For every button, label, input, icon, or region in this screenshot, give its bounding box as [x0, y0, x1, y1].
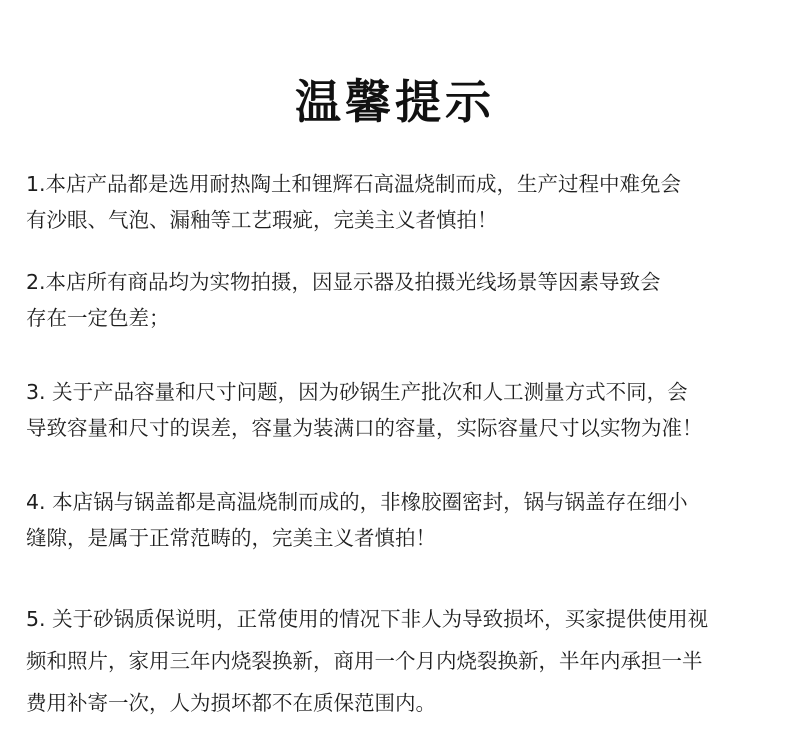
notice-item-2: [26, 264, 776, 336]
notice-line: 3. 关于产品容量和尺寸问题，因为砂锅生产批次和人工测量方式不同，会: [26, 380, 688, 404]
notice-line: 导致容量和尺寸的误差，容量为装满口的容量，实际容量尺寸以实物为准！: [26, 416, 703, 440]
notice-line: 1.本店产品都是选用耐热陶土和锂辉石高温烧制而成，生产过程中难免会: [26, 172, 682, 196]
notice-line: 缝隙，是属于正常范畴的，完美主义者慎拍！: [26, 526, 436, 550]
notice-line: 频和照片，家用三年内烧裂换新，商用一个月内烧裂换新，半年内承担一半: [26, 649, 703, 673]
notice-line: 5. 关于砂锅质保说明，正常使用的情况下非人为导致损坏，买家提供使用视: [26, 607, 709, 631]
notice-line: 费用补寄一次，人为损坏都不在质保范围内。: [26, 691, 436, 715]
notice-line: 有沙眼、气泡、漏釉等工艺瑕疵，完美主义者慎拍！: [26, 208, 498, 232]
notice-line: 存在一定色差；: [26, 306, 170, 330]
notice-line: 4. 本店锅与锅盖都是高温烧制而成的，非橡胶圈密封，锅与锅盖存在细小: [26, 490, 688, 514]
notice-line: 2.本店所有商品均为实物拍摄，因显示器及拍摄光线场景等因素导致会: [26, 270, 661, 294]
page-title: 温馨提示: [295, 75, 495, 129]
notice-item-4: [26, 484, 776, 556]
notice-item-1: [26, 166, 776, 238]
notice-item-5: [26, 598, 776, 724]
notice-item-3: [26, 374, 776, 446]
